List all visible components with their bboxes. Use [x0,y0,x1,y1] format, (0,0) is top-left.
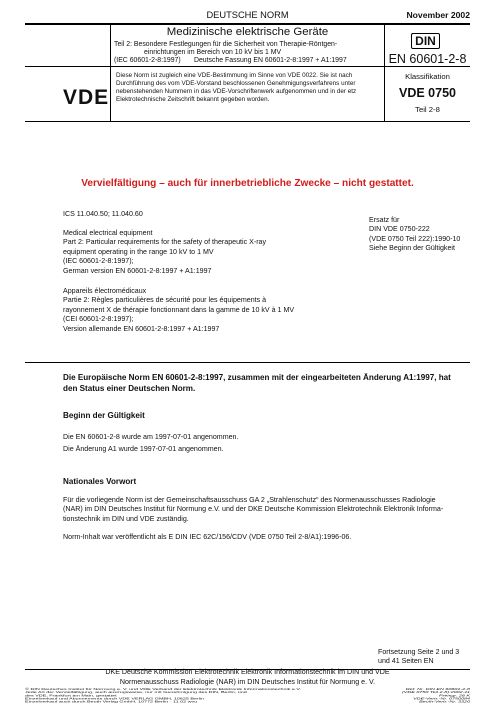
vde-note-line-1: Diese Norm ist zugleich eine VDE-Bestimmung im Sinne von VDE 0022. Sie ist nach [116,72,353,79]
vde-note-line-3: nebenstehenden Nummern in das VDE-Vorschriftenwerk aufgenommen und in der etz [116,87,357,95]
issue-date: November 2002 [406,10,470,20]
validity-line-1: Die EN 60601-2-8 wurde am 1997-07-01 angenommen. [63,433,239,441]
vde-bottom-rule [25,121,470,122]
footer-right-line-2: (VDE 0750 Teil 2-8):2002-11 [401,691,470,695]
french-title [63,287,294,334]
footer-left-line-2: Jede Art der Vervielfältigung, auch auszugsweise, nur mit Genehmigung des DIN, Berlin, und [25,691,247,695]
foreword-line-1: Für die vorliegende Norm ist der Gemeinschaftsausschuss GA 2 „Strahlenschutz“ des Normenausschusses Radiologie [63,496,436,504]
replacement-info [369,216,460,254]
validity-heading: Beginn der Gültigkeit [63,411,145,420]
footer-right-line-5: Beuth-Vertr.-Nr. 3320 [419,700,470,704]
title-subtitle-1: Teil 2: Besondere Festlegungen für die Sicherheit von Therapie-Röntgen- [114,41,338,48]
mid-rule [25,66,470,67]
vde-left-divider [110,67,111,121]
english-line-2: Part 2: Particular requirements for the safety of therapeutic X-ray [63,238,267,247]
din-logo: DIN [411,33,440,49]
ics-codes: ICS 11.040.50; 11.040.60 [63,210,143,218]
foreword-text [63,496,443,524]
header-label: DEUTSCHE NORM [206,10,289,20]
klassifikation-label: Klassifikation [405,72,450,81]
french-line-3: rayonnement X de thérapie fonctionnant dans la gamme de 10 kV à 1 MV [63,305,295,314]
english-line-4: (IEC 60601-2-8:1997); [63,257,134,266]
committee-line-2: Normenausschuss Radiologie (NAR) im DIN Deutsches Institut für Normung e. V. [119,677,376,686]
french-line-5: Version allemande EN 60601-2-8:1997 + A1:1997 [63,324,220,333]
english-line-5: German version EN 60601-2-8:1997 + A1:1997 [63,266,212,275]
footer-right-line-1: Ref. Nr. DIN EN 60601-2-8 [405,688,470,691]
footer-left-line-3: des VDE, Frankfurt am Main, gestattet [25,694,117,698]
replacement-line-2: DIN VDE 0750-222 [369,225,430,234]
vde-logo: VDE [63,86,110,109]
foreword-line-3: tionstechnik im DIN und VDE zuständig. [63,514,189,523]
french-line-1: Appareils électromédicaux [63,287,147,295]
french-line-2: Partie 2: Règles particulières de sécurité pour les équipements à [63,296,267,305]
status-line-1: Die Europäische Norm EN 60601-2-8:1997, zusammen mit der eingearbeiteten Änderung A1:1997, hat [63,373,451,382]
vde-note-line-2: Durchführung des vom VDE-Vorstand beschlossenen Genehmigungsverfahrens unter [116,79,356,87]
replacement-line-1: Ersatz für [369,216,400,224]
section-rule [25,362,470,363]
english-line-1: Medical electrical equipment [63,229,153,237]
document-title: Medizinische elektrische Geräte [166,26,329,38]
committees [0,668,495,687]
footer-left-line-1: © DIN Deutsches Institut für Normung e. V. und VDE Verband der Elektrotechnik Elektronik Informationstechnik e.V. [25,688,301,691]
replacement-line-3: (VDE 0750 Teil 222):1990-10 [369,234,461,243]
english-line-3: equipment operating in the range 10 kV to 1 MV [63,247,214,256]
top-rule [25,23,470,25]
footer-left-line-5: Einzelverkauf auch durch Beuth Verlag GmbH, 10772 Berlin · 11.02 wvu [25,700,198,704]
vde-part: Teil 2-8 [415,105,440,114]
vde-note-line-4: Elektrotechnische Zeitschrift bekannt gegeben worden. [116,95,270,103]
footer-right-line-4: VDE-Vertr.-Nr. 0750084 [413,697,470,701]
status-statement [63,372,451,394]
english-title [63,229,266,276]
draft-reference: Norm-Inhalt war veröffentlicht als E DIN IEC 62C/156/CDV (VDE 0750 Teil 2-8/A1):1996-06. [63,533,352,541]
validity-text [63,431,238,455]
german-version: Deutsche Fassung EN 60601-2-8:1997 + A1:1997 [194,57,347,64]
footer-left [25,688,301,704]
vde-note [116,72,356,104]
din-number: EN 60601-2-8 [388,52,467,66]
continuation-line-1: Fortsetzung Seite 2 und 3 [378,648,460,656]
title-subtitle-2: einrichtungen im Bereich von 10 kV bis 1 MV [144,49,282,56]
footer-right-line-3: Preisgr. 26 K [439,694,470,698]
footer-left-line-4: Einzelverkauf und Abonnements durch VDE VERLAG GMBH, 10625 Berlin [25,697,205,701]
continuation-note [378,648,459,667]
foreword-heading: Nationales Vorwort [63,477,137,486]
validity-line-2: Die Änderung A1 wurde 1997-07-01 angenommen. [63,445,224,453]
reproduction-warning: Vervielfältigung – auch für innerbetriebliche Zwecke – nicht gestattet. [81,178,414,189]
vde-number: VDE 0750 [399,86,456,100]
continuation-line-2: und 41 Seiten EN [378,657,434,666]
french-line-4: (CEI 60601-2-8:1997); [63,315,134,324]
iec-reference: (IEC 60601-2-8:1997) [114,57,181,64]
committee-line-1: DKE Deutsche Kommission Elektrotechnik Elektronik Informationstechnik im DIN und VDE [105,668,390,677]
footer-right [402,688,470,704]
replacement-line-4: Siehe Beginn der Gültigkeit [369,244,455,253]
foreword-line-2: (NAR) im DIN Deutsches Institut für Normung e.V. und der DKE Deutsche Kommission Elektrotechnik Elektronik Informa- [63,505,444,514]
status-line-2: den Status einer Deutschen Norm. [63,384,196,393]
